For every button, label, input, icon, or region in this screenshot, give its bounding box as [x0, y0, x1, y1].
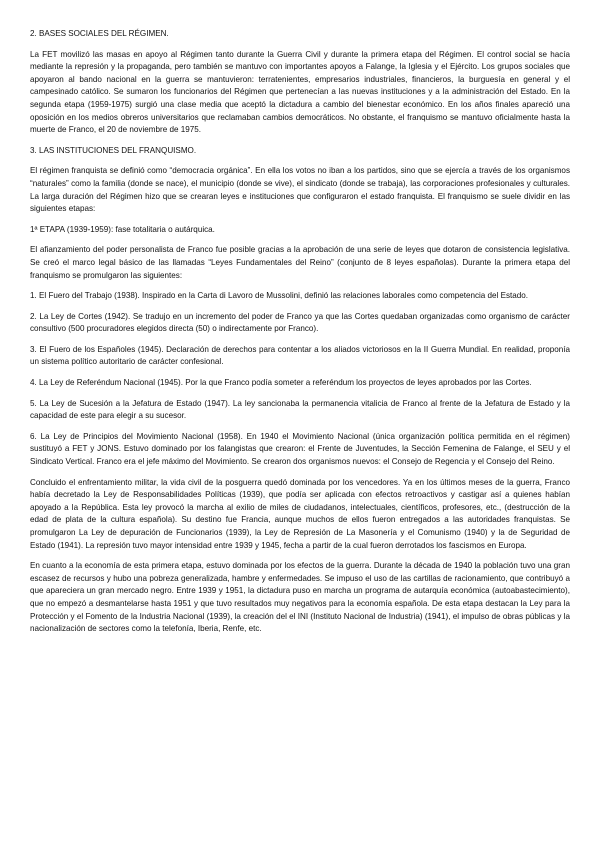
paragraph-posguerra: Concluido el enfrentamiento militar, la vida civil de la posguerra quedó dominada por los vencedores. Ya en los últimos meses de la guerra, Franco había decretado la Ley de Responsabilidades Políticas (1939), que podía ser aplicada con efectos retroactivos y castigar así a quienes habían apoyado a la República. Esta ley provocó la marcha al exilio de miles de ciudadanos, intelectuales, científicos, profesores, etc., (destrucción de la edad de plata de la cultura española). Su destino fue Francia, aunque muchos de ellos fueron entregados a las autoridades franquistas. Se promulgaron La Ley de depuración de Funcionarios (1939), la Ley de Represión de La Masonería y el Comunismo (1940) y la de Seguridad de Estado (1941). La represión tuvo mayor intensidad entre 1939 y 1945, fecha a partir de la cual fueron derrotados los fascismos en Europa.	[30, 477, 570, 550]
document-page	[30, 28, 570, 644]
law-item: 4. La Ley de Referéndum Nacional (1945). Por la que Franco podía someter a referéndum los proyectos de leyes aprobados por las Cortes.	[30, 378, 532, 388]
paragraph-bases-sociales: La FET movilizó las masas en apoyo al Régimen tanto durante la Guerra Civil y durante la primera etapa del Régimen. El control social se hacía mediante la represión y la propaganda, pero también se mantuvo con importantes apoyos a Falange, la Iglesia y el Ejército. Los grupos sociales que apoyaron al bando nacional en la guerra se mantuvieron: terratenientes, empresarios industriales, financieros, la burguesía en general y el campesinado católico. Se sumaron los funcionarios del Régimen que pertenecían a las nuevas instituciones y a la administración del Estado. En la segunda etapa (1959-1975) surgió una clase media que aceptó la dictadura a cambio del bienestar económico. En los años finales apareció una oposición en los medios obreros universitarios que reclamaban cambios democráticos. No obstante, el franquismo se mantuvo oficialmente hasta la muerte de Franco, el 20 de noviembre de 1975.	[30, 49, 570, 135]
law-item: 1. El Fuero del Trabajo (1938). Inspirado en la Carta di Lavoro de Mussolini, definió las relaciones laborales como competencia del Estado.	[30, 291, 529, 301]
paragraph-instituciones: El régimen franquista se definió como “democracia orgánica”. En ella los votos no iban a los partidos, sino que se ejercía a través de los organismos “naturales” como la familia (donde se nace), el municipio (donde se vive), el sindicato (donde se trabaja), las corporaciones profesionales y culturales. La larga duración del Régimen hizo que se crearan leyes e instituciones que configuraron el estado franquista. El franquismo se suele dividir en las siguientes etapas:	[30, 166, 570, 214]
law-item: 2. La Ley de Cortes (1942). Se tradujo en un incremento del poder de Franco ya que las Cortes quedaban organizadas como organismo de carácter consultivo (500 procuradores elegidos directa (50) o indirectamente por Franco).	[30, 311, 570, 334]
law-item: 3. El Fuero de los Españoles (1945). Declaración de derechos para contentar a los aliados victoriosos en la II Guerra Mundial. En realidad, proponía un sistema político autoritario de carácter confesional.	[30, 344, 570, 367]
section-heading-instituciones: 3. LAS INSTITUCIONES DEL FRANQUISMO.	[30, 145, 197, 155]
paragraph-economia: En cuanto a la economía de esta primera etapa, estuvo dominada por los efectos de la guerra. Durante la década de 1940 la población tuvo una gran escasez de recursos y hubo una pobreza generalizada, hambre y enfermedades. Se impuso el uso de las cartillas de racionamiento, que contribuyó a que apareciera un gran mercado negro. Entre 1939 y 1951, la dictadura puso en marcha un programa de autarquía económica (autoabastecimiento), que no empezó a desmantelarse hasta 1951 y que tuvo resultados muy negativos para la economía española. De esta etapa destacan la Ley para la Protección y el Fomento de la Industria Nacional (1939), la creación del el INI (Instituto Nacional de Industria) (1941), el impulso de obras públicas y la nacionalización de sectores como la telefonía, Iberia, Renfe, etc.	[30, 561, 570, 634]
law-item: 6. La Ley de Principios del Movimiento Nacional (1958). En 1940 el Movimiento Nacional (única organización política permitida en el régimen) sustituyó a FET y JONS. Estuvo dominado por los falangistas que crearon: el Frente de Juventudes, la Sección Femenina de Falange, el SEU y el Sindicato Vertical. Franco era el jefe máximo del Movimiento. Se crearon dos organismos nuevos: el Consejo de Regencia y el Consejo del Reino.	[30, 431, 570, 467]
law-item: 5. La Ley de Sucesión a la Jefatura de Estado (1947). La ley sancionaba la permanencia vitalicia de Franco al frente de la Jefatura de Estado y la capacidad de este para elegir a su sucesor.	[30, 398, 570, 421]
section-heading-bases-sociales: 2. BASES SOCIALES DEL RÉGIMEN.	[30, 29, 169, 38]
stage-heading: 1ª ETAPA (1939-1959): fase totalitaria o autárquica.	[30, 224, 215, 234]
stage-intro: El afianzamiento del poder personalista de Franco fue posible gracias a la aprobación de una serie de leyes que dotaron de consistencia legislativa. Se creó el marco legal básico de las llamadas “Leyes Fundamentales del Reino” (conjunto de 8 leyes españolas). Durante la primera etapa del franquismo se promulgaron las siguientes:	[30, 245, 570, 280]
